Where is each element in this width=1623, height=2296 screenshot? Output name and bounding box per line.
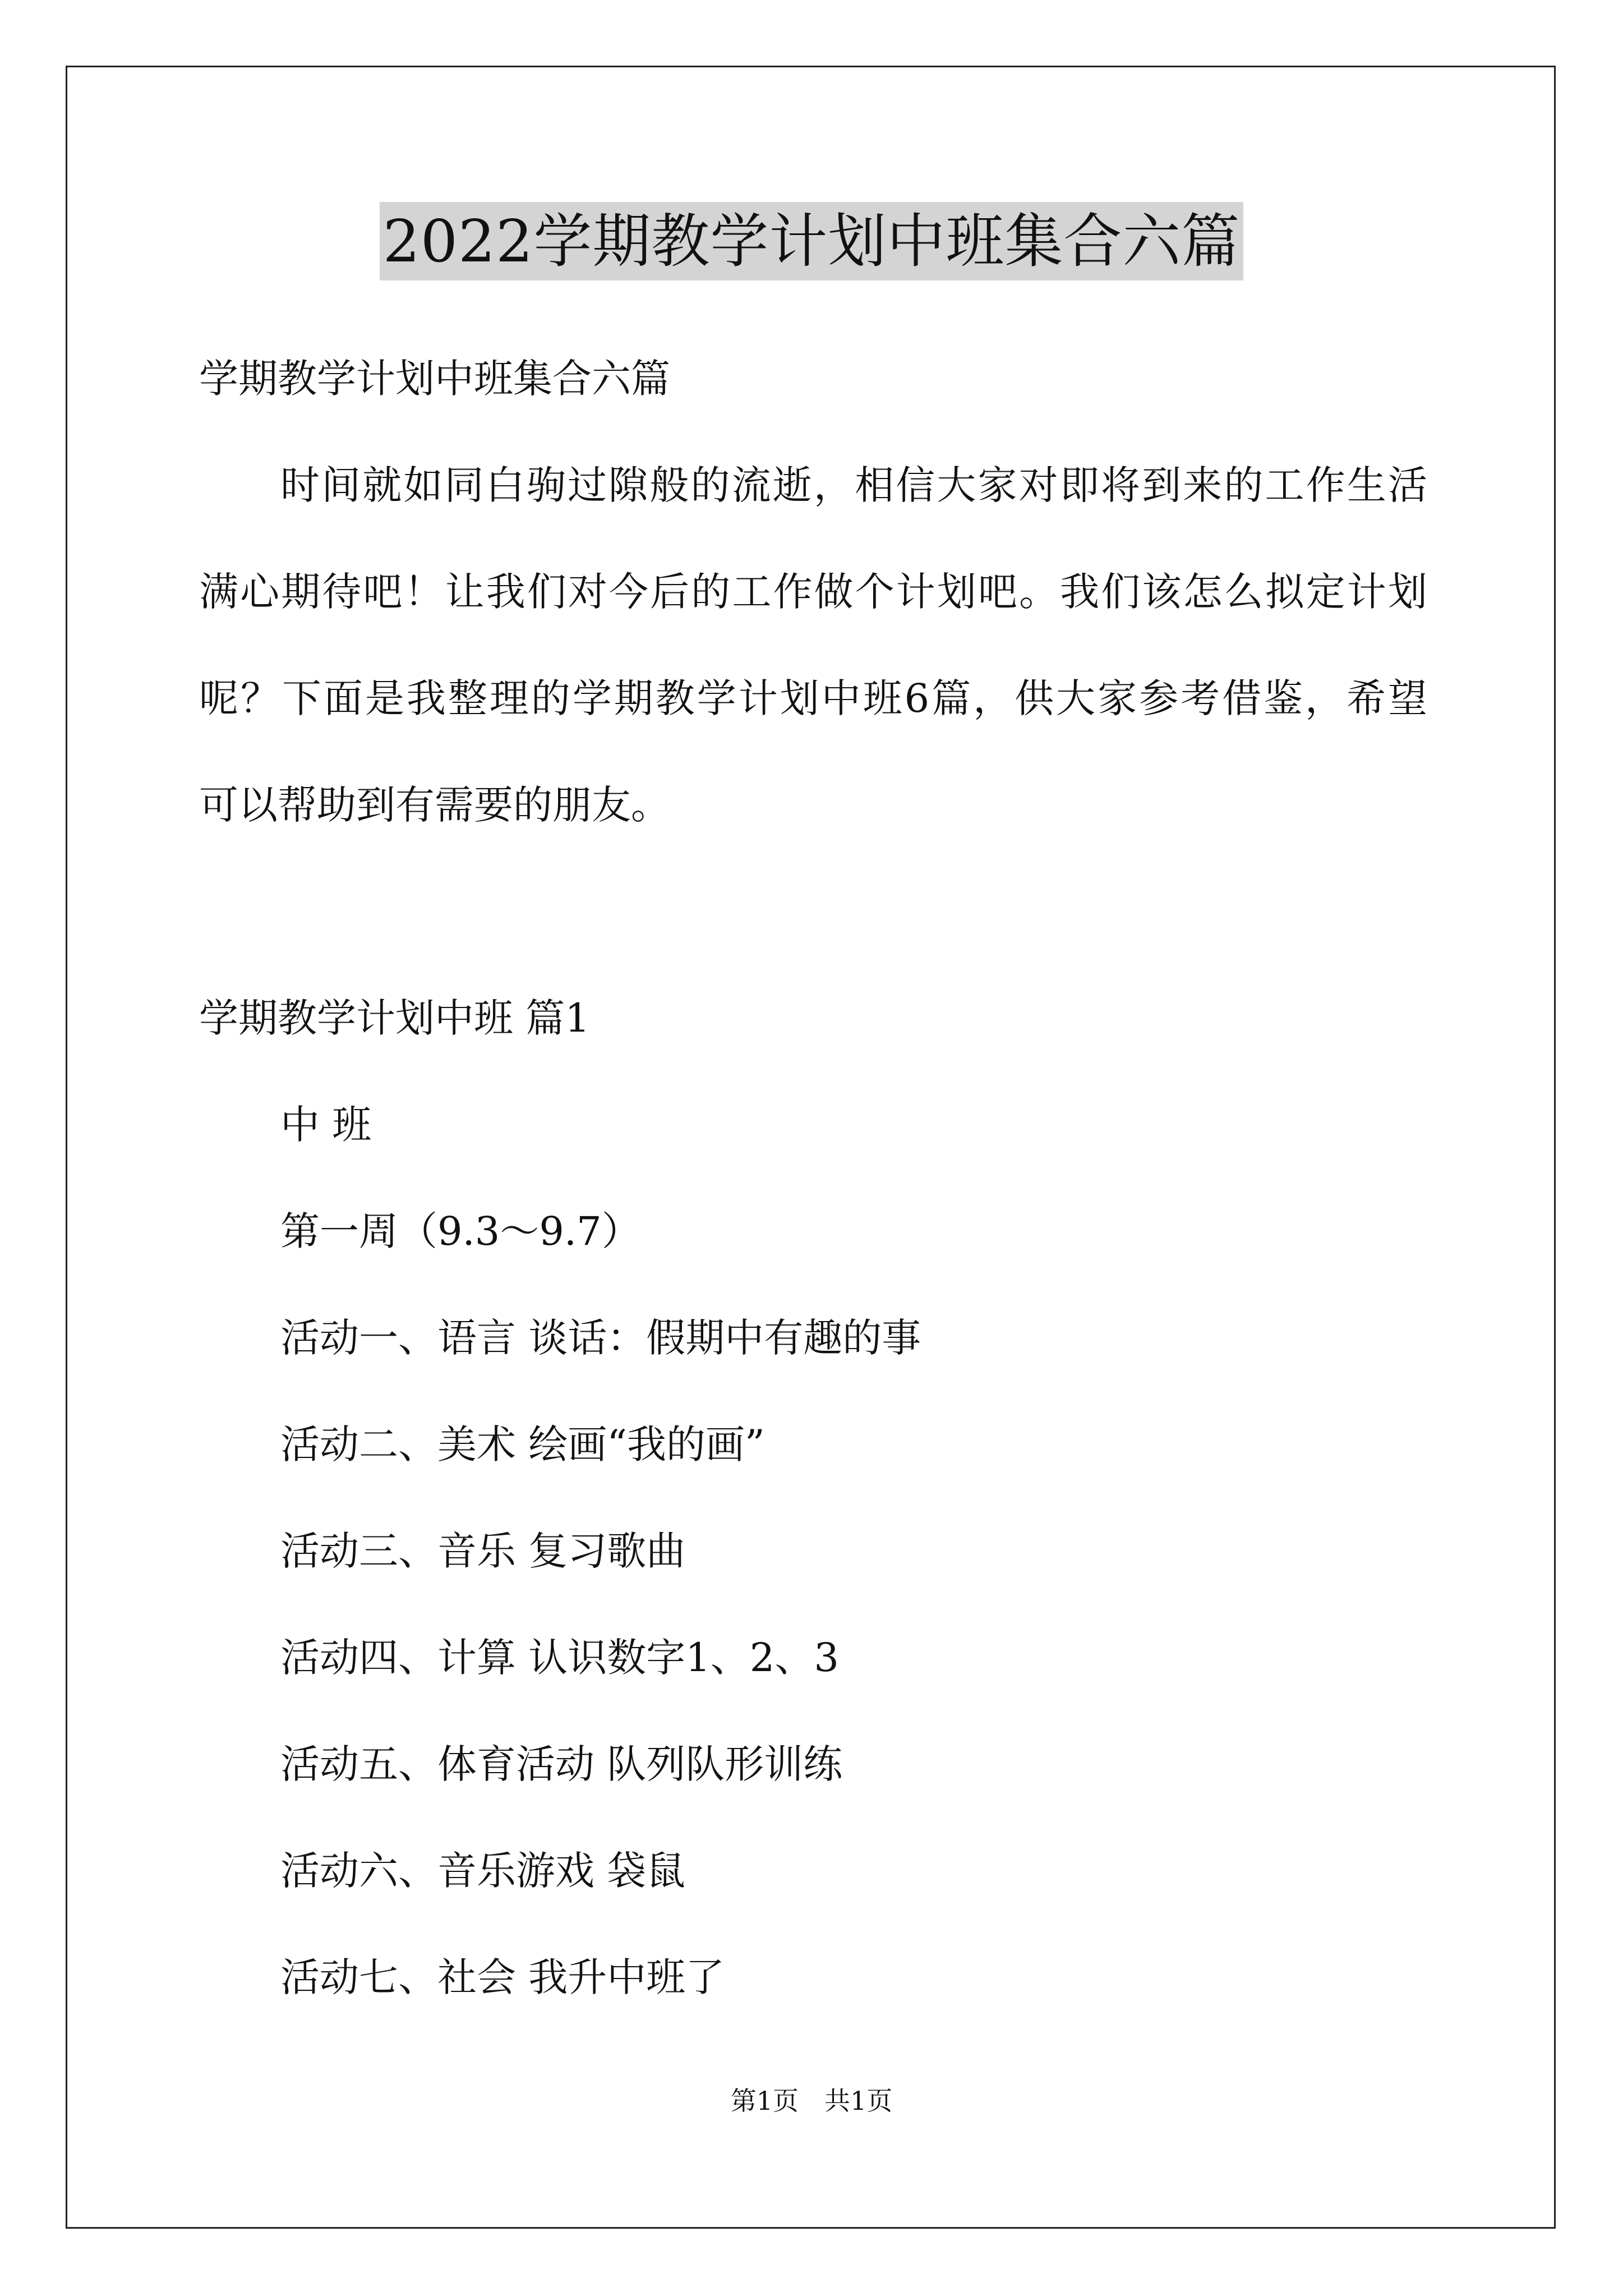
section-heading: 学期教学计划中班 篇1: [199, 995, 590, 1041]
activity-item: 活动七、社会 我升中班了: [280, 1954, 725, 2000]
week-label: 第一周（9.3～9.7）: [280, 1208, 641, 1254]
title-area: [0, 202, 1623, 280]
activity-item: 活动三、音乐 复习歌曲: [280, 1528, 686, 1574]
intro-line-1: 时间就如同白驹过隙般的流逝，相信大家对即将到来的工作生活: [280, 462, 1427, 508]
intro-line-3: 呢？下面是我整理的学期教学计划中班6篇，供大家参考借鉴，希望: [199, 675, 1427, 721]
class-label: 中 班: [280, 1102, 372, 1148]
intro-line-4: 可以帮助到有需要的朋友。: [199, 782, 670, 828]
document-subtitle: 学期教学计划中班集合六篇: [199, 356, 670, 402]
activity-item: 活动四、计算 认识数字1、2、3: [280, 1635, 839, 1681]
document-title: 2022学期教学计划中班集合六篇: [380, 202, 1244, 280]
activity-item: 活动六、音乐游戏 袋鼠: [280, 1848, 686, 1894]
activity-item: 活动五、体育活动 队列队形训练: [280, 1741, 843, 1787]
intro-line-2: 满心期待吧！让我们对今后的工作做个计划吧。我们该怎么拟定计划: [199, 569, 1427, 615]
activity-item: 活动一、语言 谈话：假期中有趣的事: [280, 1315, 921, 1361]
activity-item: 活动二、美术 绘画“我的画”: [280, 1421, 765, 1467]
page-footer: 第1页 共1页: [730, 2086, 893, 2116]
